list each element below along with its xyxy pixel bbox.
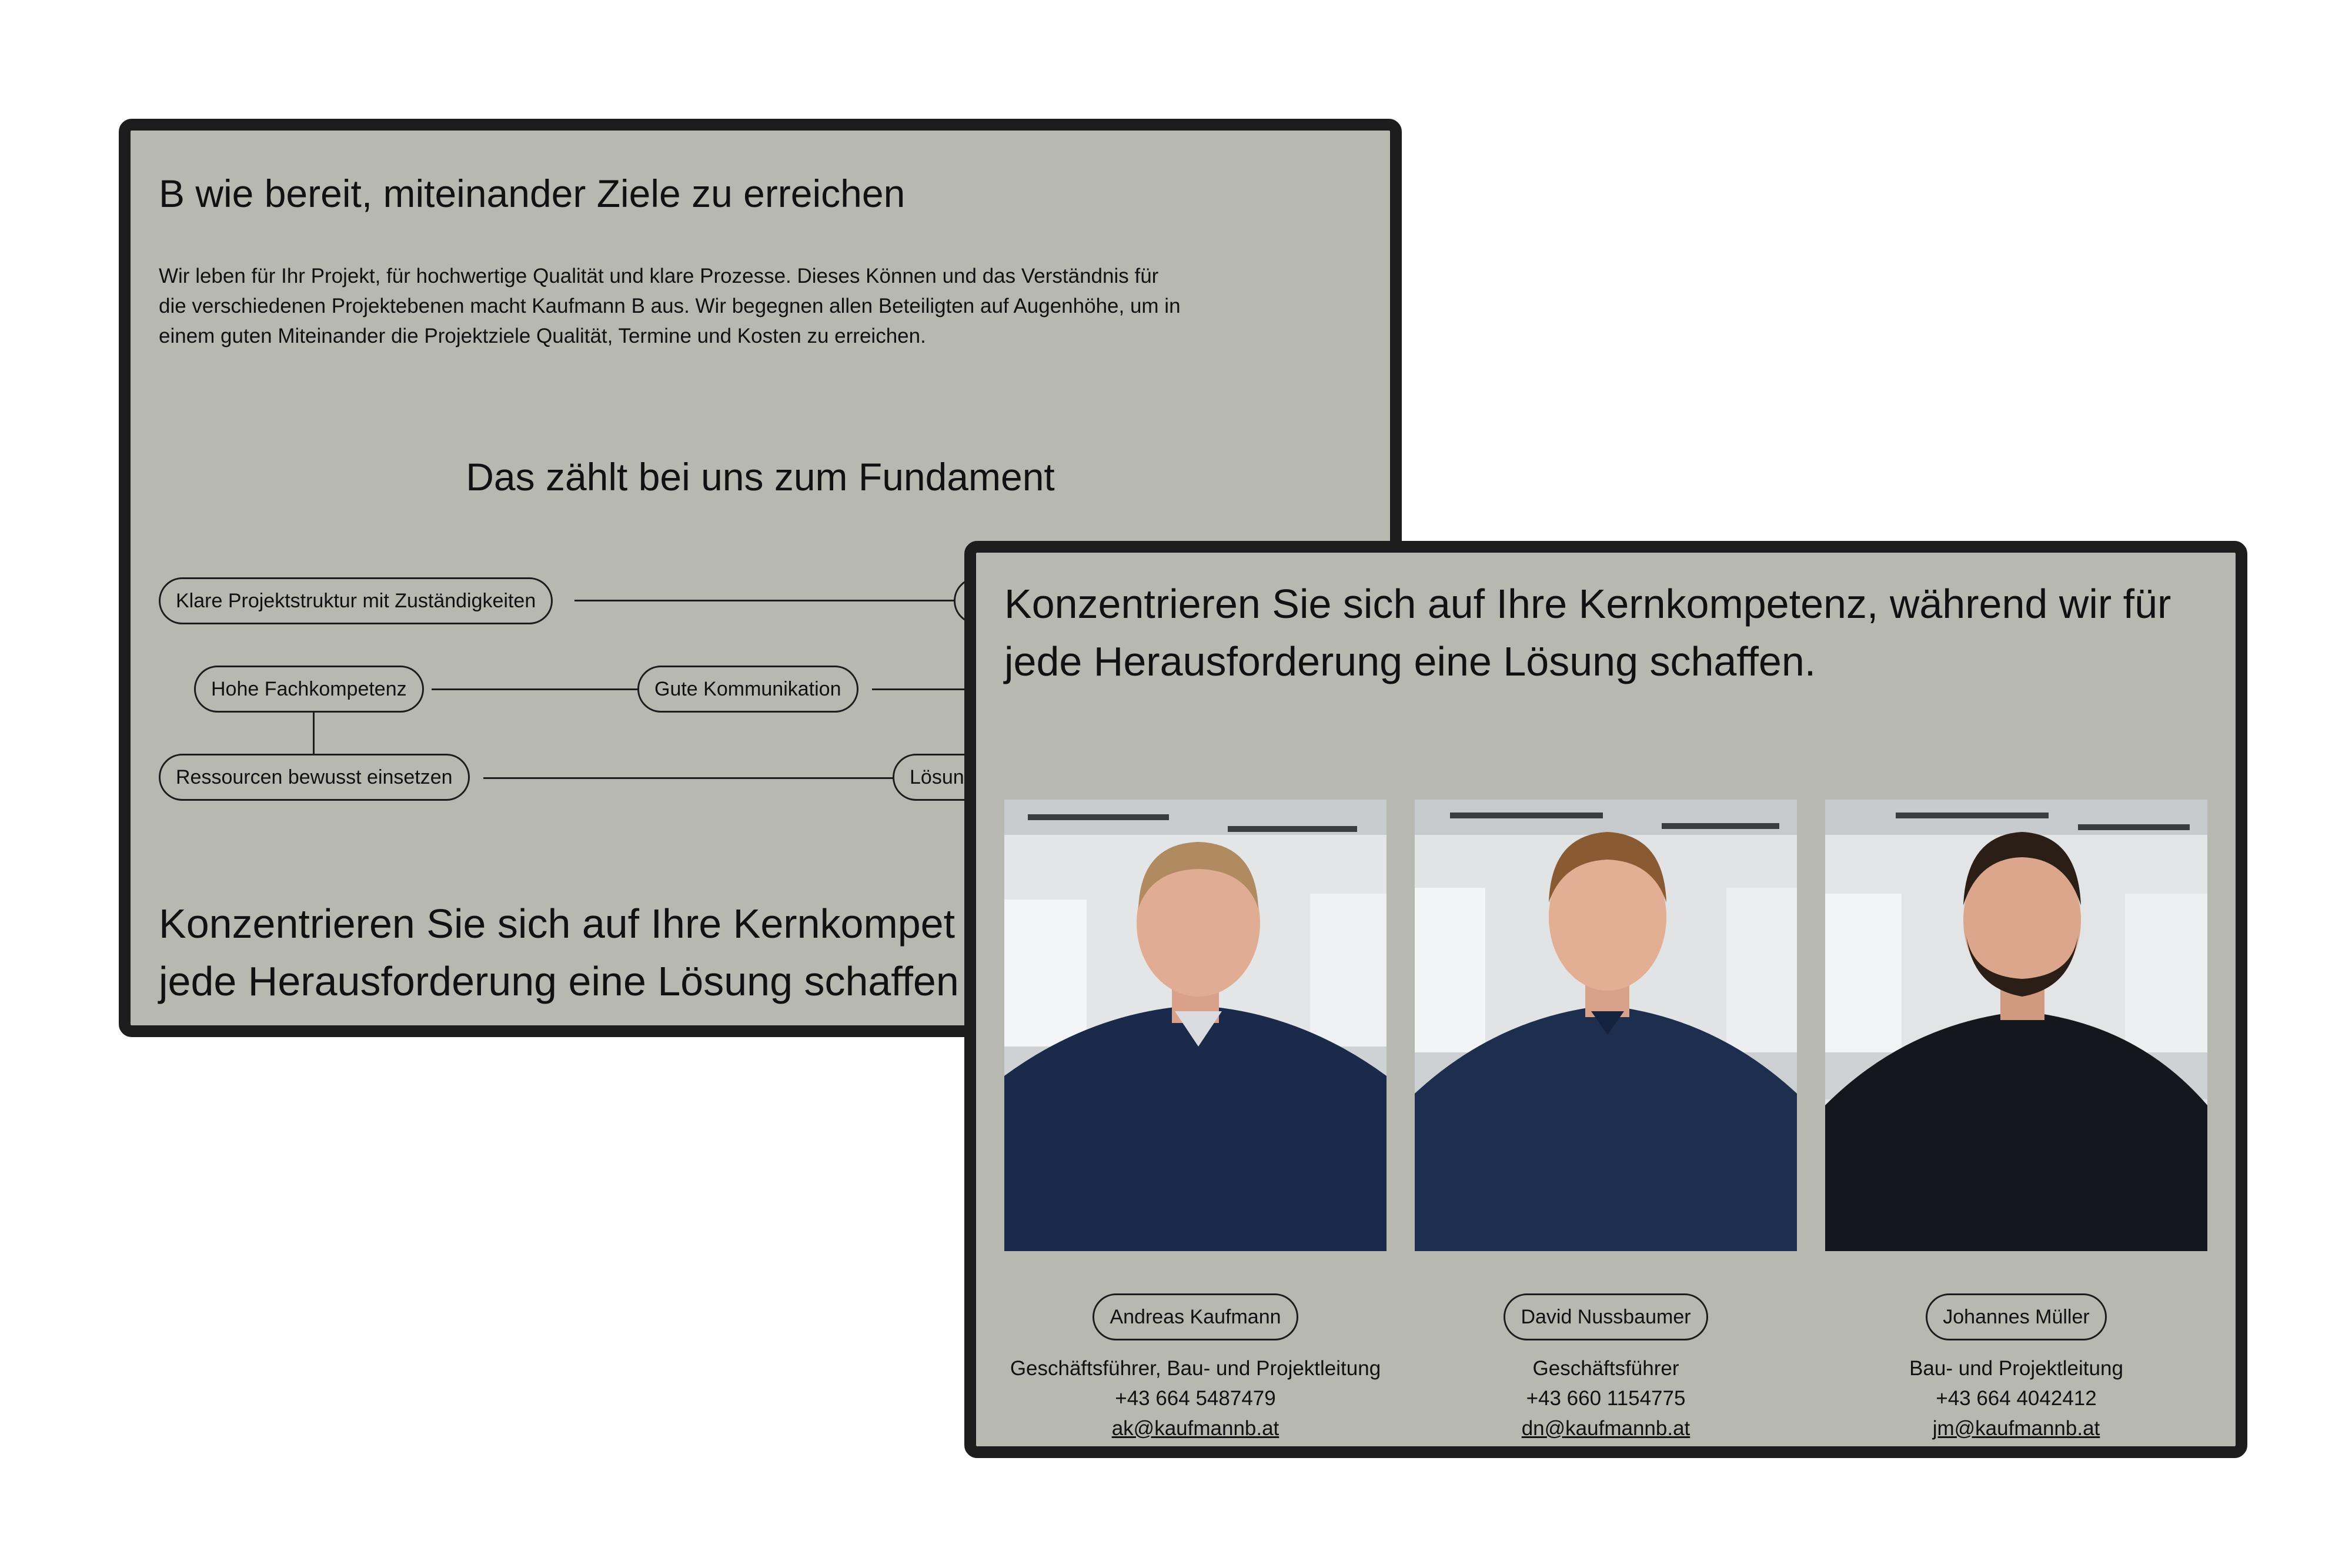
member-role: Bau- und Projektleitung <box>1909 1357 2123 1380</box>
intro-line: Wir leben für Ihr Projekt, für hochwertige Qualität und klare Prozesse. Dieses Können und das Verständnis für <box>159 265 1159 287</box>
card-title: B wie bereit, miteinander Ziele zu erreichen <box>159 172 906 215</box>
member-role: Geschäftsführer, Bau- und Projektleitung <box>1010 1357 1381 1380</box>
connector-line <box>313 711 315 754</box>
member-phone[interactable]: +43 660 1154775 <box>1526 1387 1686 1410</box>
pill-ressourcen: Ressourcen bewusst einsetzen <box>159 754 470 801</box>
team-photo <box>1004 800 1387 1251</box>
portrait-johannes <box>1825 800 2207 1251</box>
team-heading-line: jede Herausforderung eine Lösung schaffen. <box>1004 638 1816 684</box>
member-name-badge: David Nussbaumer <box>1504 1293 1708 1340</box>
connector-line <box>432 688 639 690</box>
member-name-badge: Andreas Kaufmann <box>1093 1293 1298 1340</box>
bottom-heading <box>159 895 959 1010</box>
member-email-link[interactable]: jm@kaufmannb.at <box>1932 1417 2100 1440</box>
team-member-info <box>1004 1293 1387 1443</box>
connector-line <box>483 777 913 779</box>
pill-projektstruktur: Klare Projektstruktur mit Zuständigkeiten <box>159 577 553 624</box>
member-email-link[interactable]: dn@kaufmannb.at <box>1521 1417 1690 1440</box>
portrait-andreas <box>1004 800 1387 1251</box>
member-name-badge: Johannes Müller <box>1926 1293 2106 1340</box>
pill-kommunikation: Gute Kommunikation <box>637 666 858 713</box>
pill-loesung: Lösun <box>893 754 1045 801</box>
section-title: Das zählt bei uns zum Fundament <box>466 455 1055 499</box>
member-role: Geschäftsführer <box>1532 1357 1679 1380</box>
bottom-heading-line: jede Herausforderung eine Lösung schaffen <box>159 958 959 1004</box>
team-heading-line: Konzentrieren Sie sich auf Ihre Kernkompetenz, während wir für <box>1004 581 2171 627</box>
portrait-david <box>1415 800 1797 1251</box>
member-email-link[interactable]: ak@kaufmannb.at <box>1111 1417 1279 1440</box>
bottom-heading-line: Konzentrieren Sie sich auf Ihre Kernkompet <box>159 901 956 947</box>
intro-line: die verschiedenen Projektebenen macht Kaufmann B aus. Wir begegnen allen Beteiligten auf Augenhöhe, um in <box>159 295 1181 317</box>
pill-fachkompetenz: Hohe Fachkompetenz <box>194 666 424 713</box>
team-photo <box>1825 800 2207 1251</box>
team-member-info <box>1825 1293 2207 1443</box>
intro-line: einem guten Miteinander die Projektziele Qualität, Termine und Kosten zu erreichen. <box>159 325 926 347</box>
member-phone[interactable]: +43 664 5487479 <box>1115 1387 1276 1410</box>
member-phone[interactable]: +43 664 4042412 <box>1936 1387 2097 1410</box>
team-heading <box>1004 575 2171 690</box>
team-photo <box>1415 800 1797 1251</box>
intro-paragraph <box>159 261 1181 351</box>
team-member-info <box>1415 1293 1797 1443</box>
team-card <box>964 541 2247 1458</box>
